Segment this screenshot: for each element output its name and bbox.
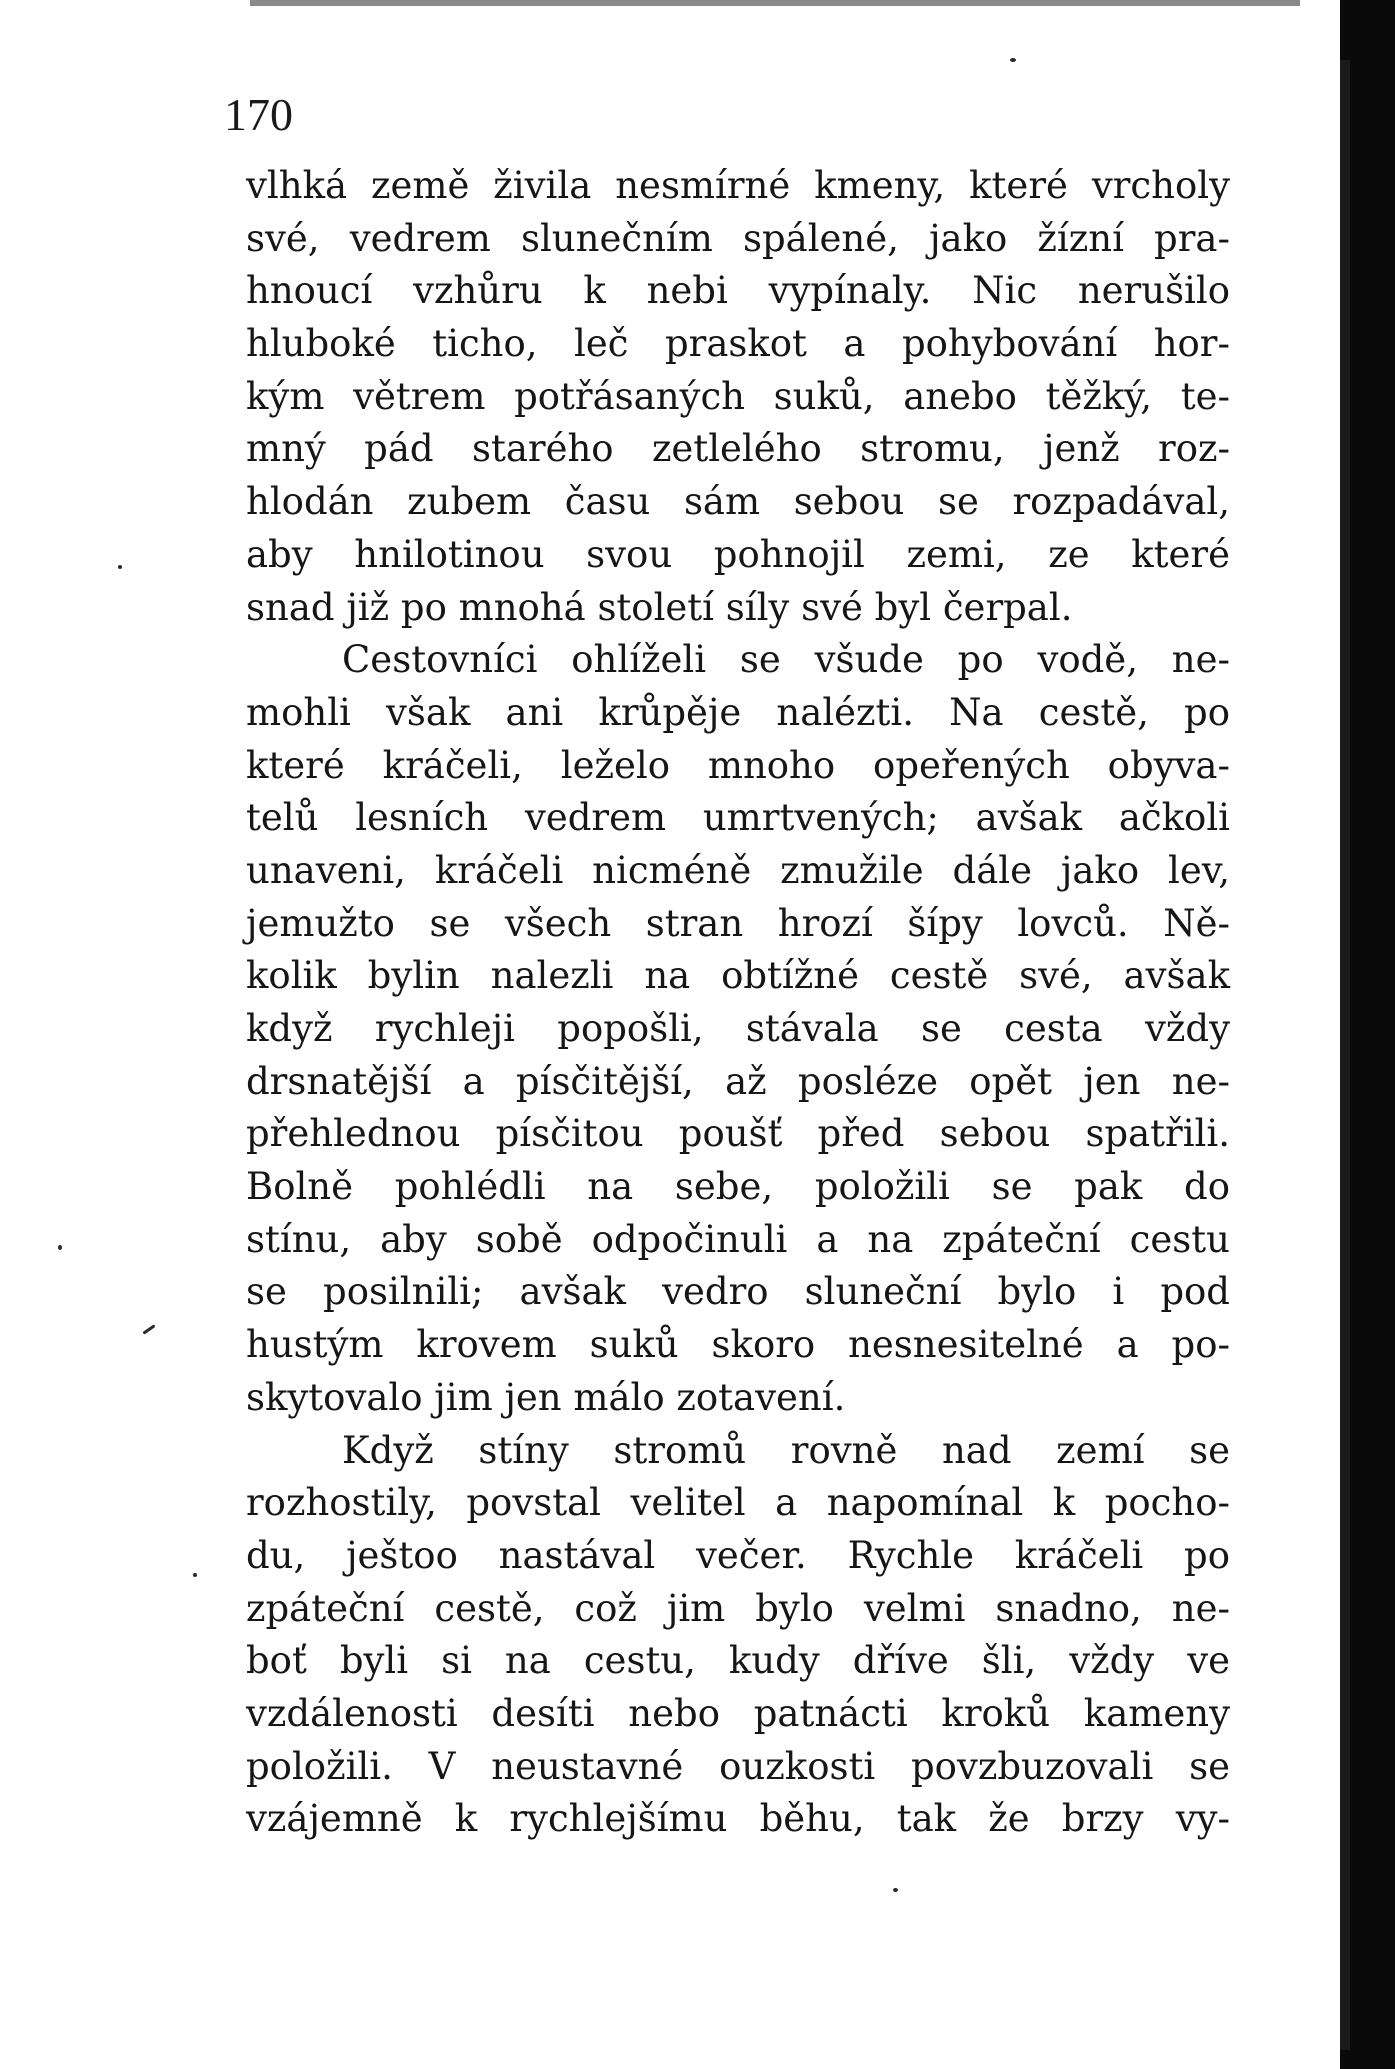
text-line: se posilnili; avšak vedro sluneční bylo i pod <box>246 1270 1230 1314</box>
text-line: drsnatější a písčitější, až posléze opět jen ne- <box>246 1059 1230 1103</box>
page-number: 170 <box>224 89 293 140</box>
text-line: které kráčeli, leželo mnoho opeřených obyva- <box>246 743 1230 787</box>
text-line: vzdálenosti desíti nebo patnácti kroků kameny <box>246 1691 1230 1735</box>
text-line: du, ještoo nastával večer. Rychle kráčeli po <box>246 1533 1230 1577</box>
scan-top-edge <box>250 0 1300 6</box>
scan-right-border <box>1340 0 1395 2069</box>
scan-speck <box>118 565 122 569</box>
text-line: Když stíny stromů rovně nad zemí se <box>342 1428 1230 1472</box>
text-line: stínu, aby sobě odpočinuli a na zpáteční cestu <box>246 1217 1230 1261</box>
text-line: své, vedrem slunečním spálené, jako žízní pra- <box>246 216 1230 260</box>
text-line: hustým krovem suků skoro nesnesitelné a po- <box>246 1323 1230 1367</box>
text-line: mný pád starého zetlelého stromu, jenž roz- <box>246 427 1230 471</box>
text-line: vlhká země živila nesmírné kmeny, které vrcholy <box>246 164 1230 207</box>
text-line: vzájemně k rychlejšímu běhu, tak že brzy vy- <box>246 1797 1230 1841</box>
text-line: zpáteční cestě, což jim bylo velmi snadno, ne- <box>246 1586 1230 1630</box>
text-line: položili. V neustavné ouzkosti povzbuzovali se <box>246 1744 1230 1788</box>
scan-speck <box>1010 58 1016 62</box>
text-line: Bolně pohlédli na sebe, položili se pak do <box>246 1165 1230 1209</box>
scan-speck <box>193 1573 197 1577</box>
text-line: kým větrem potřásaných suků, anebo těžký, te- <box>246 374 1230 418</box>
text-line: mohli však ani krůpěje nalézti. Na cestě, po <box>246 690 1230 734</box>
text-line: boť byli si na cestu, kudy dříve šli, vždy ve <box>246 1639 1230 1683</box>
text-line: skytovalo jim jen málo zotavení. <box>246 1375 846 1419</box>
text-line: hlodán zubem času sám sebou se rozpadával, <box>246 480 1230 524</box>
text-line: když rychleji popošli, stávala se cesta vždy <box>246 1007 1230 1050</box>
scan-speck <box>893 1888 898 1892</box>
scan-speck <box>142 1324 155 1334</box>
text-line: hluboké ticho, leč praskot a pohybování hor- <box>246 322 1230 366</box>
text-line: hnoucí vzhůru k nebi vypínaly. Nic nerušilo <box>246 269 1230 313</box>
text-line: rozhostily, povstal velitel a napomínal k pocho- <box>246 1481 1230 1525</box>
text-line: aby hnilotinou svou pohnojil zemi, ze které <box>246 532 1230 576</box>
text-line: jemužto se všech stran hrozí šípy lovců. Ně- <box>246 901 1230 945</box>
text-line: telů lesních vedrem umrtvených; avšak ačkoli <box>246 796 1230 840</box>
body-text <box>246 160 1230 1846</box>
text-line: kolik bylin nalezli na obtížné cestě své, avšak <box>246 954 1230 998</box>
text-line: unaveni, kráčeli nicméně zmužile dále jako lev, <box>246 848 1230 892</box>
text-line: přehlednou písčitou poušť před sebou spatřili. <box>246 1112 1230 1156</box>
scan-right-edge <box>1340 60 1350 2050</box>
scan-speck <box>58 1245 62 1250</box>
text-line: snad již po mnohá století síly své byl čerpal. <box>246 585 1073 629</box>
text-line: Cestovníci ohlíželi se všude po vodě, ne- <box>342 638 1230 682</box>
